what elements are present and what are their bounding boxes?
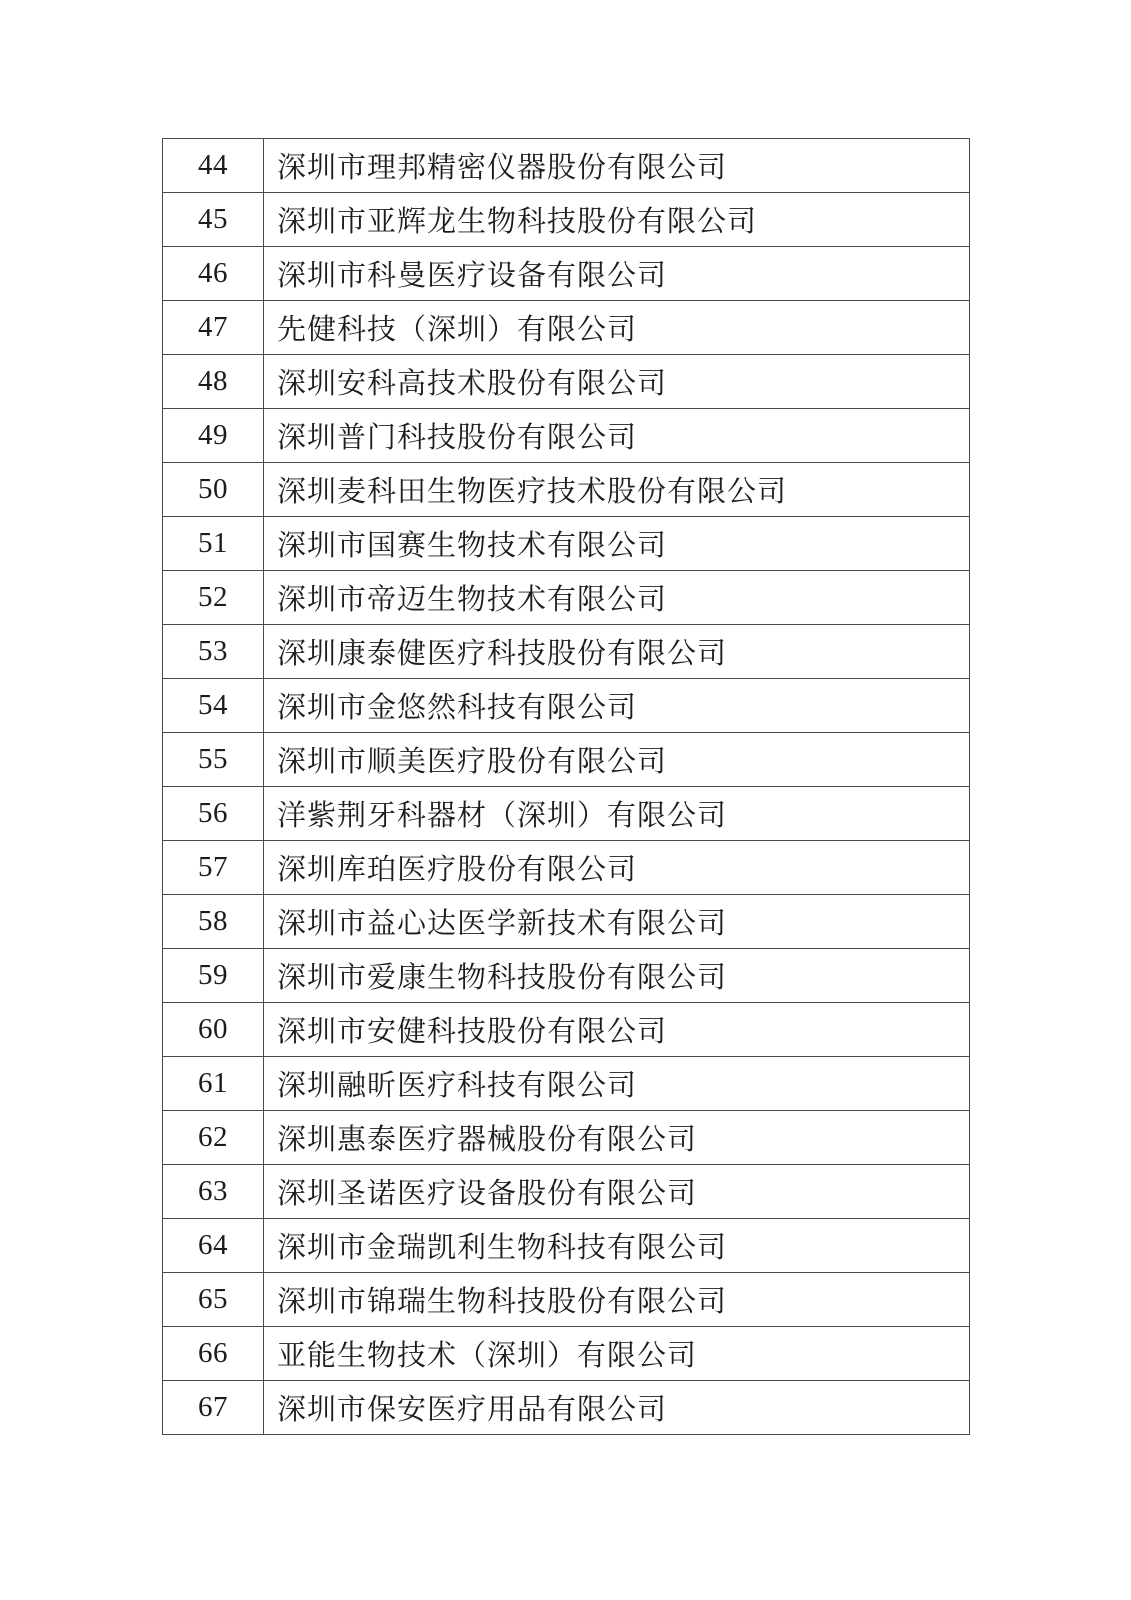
table-row <box>163 1111 970 1165</box>
company-name: 深圳康泰健医疗科技股份有限公司 <box>264 625 970 679</box>
table-row <box>163 1219 970 1273</box>
table-row <box>163 193 970 247</box>
row-number: 50 <box>163 463 264 517</box>
company-name: 深圳圣诺医疗设备股份有限公司 <box>264 1165 970 1219</box>
table-row <box>163 949 970 1003</box>
row-number: 67 <box>163 1381 264 1435</box>
company-name: 深圳市锦瑞生物科技股份有限公司 <box>264 1273 970 1327</box>
table-row <box>163 679 970 733</box>
company-name: 深圳市国赛生物技术有限公司 <box>264 517 970 571</box>
table-row <box>163 1057 970 1111</box>
company-name: 深圳市科曼医疗设备有限公司 <box>264 247 970 301</box>
company-name: 深圳市帝迈生物技术有限公司 <box>264 571 970 625</box>
row-number: 47 <box>163 301 264 355</box>
company-name: 先健科技（深圳）有限公司 <box>264 301 970 355</box>
company-name: 深圳市安健科技股份有限公司 <box>264 1003 970 1057</box>
table-row <box>163 625 970 679</box>
company-name: 深圳库珀医疗股份有限公司 <box>264 841 970 895</box>
row-number: 55 <box>163 733 264 787</box>
company-name: 亚能生物技术（深圳）有限公司 <box>264 1327 970 1381</box>
row-number: 61 <box>163 1057 264 1111</box>
table-row <box>163 1381 970 1435</box>
table-row <box>163 733 970 787</box>
table-row <box>163 1003 970 1057</box>
row-number: 53 <box>163 625 264 679</box>
company-name: 深圳市亚辉龙生物科技股份有限公司 <box>264 193 970 247</box>
row-number: 62 <box>163 1111 264 1165</box>
company-name: 深圳市保安医疗用品有限公司 <box>264 1381 970 1435</box>
row-number: 54 <box>163 679 264 733</box>
company-name: 深圳市益心达医学新技术有限公司 <box>264 895 970 949</box>
table-row <box>163 1273 970 1327</box>
table-row <box>163 247 970 301</box>
row-number: 63 <box>163 1165 264 1219</box>
row-number: 46 <box>163 247 264 301</box>
row-number: 66 <box>163 1327 264 1381</box>
row-number: 59 <box>163 949 264 1003</box>
table-row <box>163 1165 970 1219</box>
company-name: 洋紫荆牙科器材（深圳）有限公司 <box>264 787 970 841</box>
company-table <box>162 138 970 1435</box>
row-number: 60 <box>163 1003 264 1057</box>
row-number: 48 <box>163 355 264 409</box>
row-number: 58 <box>163 895 264 949</box>
table-row <box>163 409 970 463</box>
row-number: 44 <box>163 139 264 193</box>
row-number: 45 <box>163 193 264 247</box>
table-row <box>163 301 970 355</box>
table-row <box>163 517 970 571</box>
company-name: 深圳市理邦精密仪器股份有限公司 <box>264 139 970 193</box>
table-row <box>163 571 970 625</box>
table-row <box>163 139 970 193</box>
row-number: 57 <box>163 841 264 895</box>
table-row <box>163 787 970 841</box>
company-name: 深圳市金瑞凯利生物科技有限公司 <box>264 1219 970 1273</box>
company-name: 深圳麦科田生物医疗技术股份有限公司 <box>264 463 970 517</box>
row-number: 64 <box>163 1219 264 1273</box>
company-name: 深圳普门科技股份有限公司 <box>264 409 970 463</box>
company-table-body <box>163 139 970 1435</box>
table-row <box>163 895 970 949</box>
row-number: 65 <box>163 1273 264 1327</box>
table-row <box>163 355 970 409</box>
company-name: 深圳融昕医疗科技有限公司 <box>264 1057 970 1111</box>
table-row <box>163 1327 970 1381</box>
row-number: 49 <box>163 409 264 463</box>
company-name: 深圳惠泰医疗器械股份有限公司 <box>264 1111 970 1165</box>
row-number: 56 <box>163 787 264 841</box>
row-number: 51 <box>163 517 264 571</box>
company-name: 深圳市顺美医疗股份有限公司 <box>264 733 970 787</box>
company-name: 深圳市金悠然科技有限公司 <box>264 679 970 733</box>
table-row <box>163 463 970 517</box>
table-row <box>163 841 970 895</box>
company-name: 深圳安科高技术股份有限公司 <box>264 355 970 409</box>
row-number: 52 <box>163 571 264 625</box>
company-name: 深圳市爱康生物科技股份有限公司 <box>264 949 970 1003</box>
